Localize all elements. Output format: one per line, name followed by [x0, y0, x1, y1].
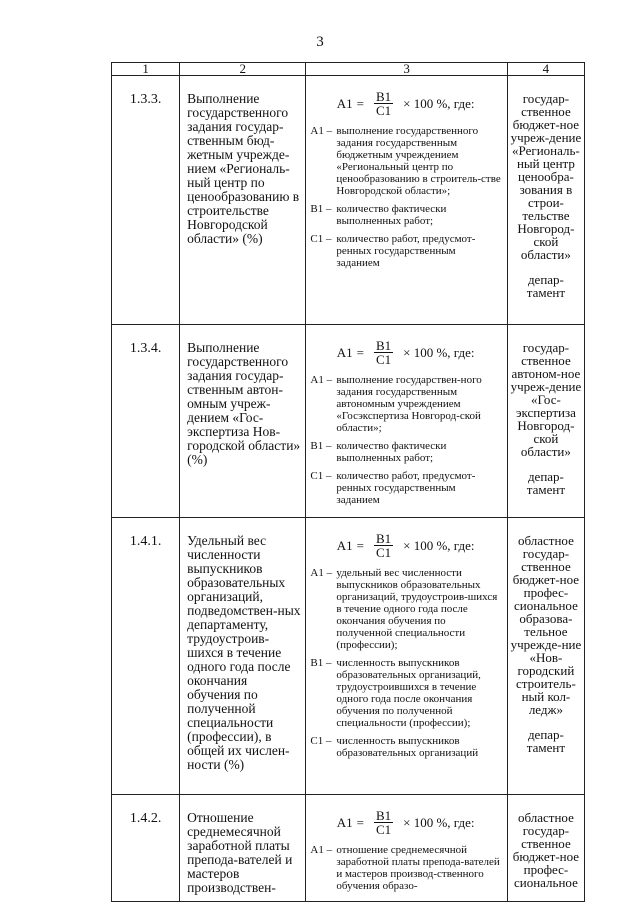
indicator-formula — [306, 518, 507, 795]
formula-rest: × 100 %, где: — [403, 537, 475, 553]
definition-symbol: C1 – — [310, 735, 332, 747]
definition-text: количество фактически выполненных работ; — [336, 203, 447, 227]
formula-rest: × 100 %, где: — [403, 344, 475, 360]
indicators-table — [111, 62, 585, 902]
formula-rest: × 100 %, где: — [403, 814, 475, 830]
indicator-number: 1.4.2. — [112, 795, 180, 902]
header-col-2: 2 — [180, 63, 306, 76]
indicator-formula — [306, 795, 507, 902]
indicator-name: Выполнение государственного задания государ-ственным автон-омным учреж-дением «Гос-экспертиза Нов-городской области» (%) — [180, 325, 306, 518]
definition-symbol: A1 – — [310, 125, 333, 137]
formula-equals: = — [356, 344, 364, 360]
definition-text: выполнение государственного задания государственным бюджетным учреждением «Региональный центр по ценообразованию в строитель-стве Новгородской области»; — [336, 125, 501, 197]
header-col-3: 3 — [306, 63, 507, 76]
organization-name: государ-ственное бюджет-ное учреж-дение «Региональ-ный центр ценообра-зования в строи-тельстве Новгород-ской области» — [510, 91, 582, 262]
definition-text: удельный вес численности выпускников образовательных организаций, трудоустроив-шихся в течение одного года после окончания обучения по полученной специальности (профессии); — [336, 567, 498, 651]
organization-name: областное государ-ственное бюджет-ное профес-сиональное — [512, 810, 580, 890]
formula-numerator: B1 — [375, 531, 392, 546]
indicator-number: 1.3.3. — [112, 76, 180, 325]
definition-symbol: B1 – — [310, 203, 332, 215]
definition-item — [310, 844, 500, 892]
formula-line — [310, 339, 500, 366]
definition-symbol: A1 – — [310, 844, 333, 856]
definition-symbol: C1 – — [310, 470, 332, 482]
responsible-organization — [507, 325, 584, 518]
definition-item — [310, 203, 500, 227]
indicator-formula — [306, 76, 507, 325]
indicator-formula — [306, 325, 507, 518]
definition-item — [310, 440, 500, 464]
table-row — [112, 518, 585, 795]
department-label: депар-тамент — [526, 727, 566, 755]
formula-fraction — [374, 809, 393, 836]
formula-equals: = — [356, 95, 364, 111]
definition-text: численность выпускников образовательных организаций, трудоустроившихся в течение одного года после окончания обучения по полученной специальности (профессии); — [336, 657, 481, 729]
formula-equals: = — [356, 814, 364, 830]
formula-lhs: A1 — [336, 344, 353, 360]
definition-item — [310, 735, 500, 759]
department-label: депар-тамент — [526, 469, 566, 497]
formula-line — [310, 532, 500, 559]
indicator-name: Отношение среднемесячной заработной платы препода-вателей и мастеров производствен- — [180, 795, 306, 902]
formula-fraction — [374, 532, 393, 559]
indicator-number: 1.4.1. — [112, 518, 180, 795]
definition-text: количество работ, предусмот-ренных государственным заданием — [336, 233, 476, 269]
definition-item — [310, 657, 500, 729]
formula-fraction — [374, 339, 393, 366]
definition-text: количество фактически выполненных работ; — [336, 440, 447, 464]
responsible-organization — [507, 518, 584, 795]
formula-equals: = — [356, 537, 364, 553]
formula-fraction — [374, 90, 393, 117]
formula-lhs: A1 — [336, 95, 353, 111]
responsible-organization — [507, 795, 584, 902]
definition-symbol: B1 – — [310, 440, 332, 452]
organization-name: областное государ-ственное бюджет-ное профес-сиональное образова-тельное учрежде-ние «Нов-городский строитель-ный кол-ледж» — [510, 533, 582, 717]
department-label: депар-тамент — [526, 272, 566, 300]
definition-text: выполнение государствен-ного задания государственным автономным учреждением «Госэкспертиза Новгород-ской области»; — [336, 374, 482, 434]
page-number: 3 — [316, 34, 324, 50]
organization-name: государ-ственное автоном-ное учреж-дение «Гос-экспертиза Новгород-ской области» — [510, 340, 582, 459]
responsible-organization — [507, 76, 584, 325]
definition-item — [310, 470, 500, 506]
formula-numerator: B1 — [375, 89, 392, 104]
header-col-4: 4 — [507, 63, 584, 76]
formula-denominator: C1 — [375, 822, 392, 837]
header-col-1: 1 — [112, 63, 180, 76]
formula-lhs: A1 — [336, 814, 353, 830]
formula-numerator: B1 — [375, 808, 392, 823]
formula-denominator: C1 — [375, 352, 392, 367]
definition-item — [310, 374, 500, 434]
formula-denominator: C1 — [375, 545, 392, 560]
definition-symbol: A1 – — [310, 374, 333, 386]
definition-item — [310, 125, 500, 197]
definition-symbol: A1 – — [310, 567, 333, 579]
definition-text: количество работ, предусмот-ренных государственным заданием — [336, 470, 476, 506]
definition-symbol: C1 – — [310, 233, 332, 245]
indicator-name: Выполнение государственного задания государ-ственным бюд-жетным учрежде-нием «Региональ-ный центр по ценообразованию в строительстве Новгородской области» (%) — [180, 76, 306, 325]
table-row — [112, 795, 585, 902]
table-row — [112, 76, 585, 325]
indicator-number: 1.3.4. — [112, 325, 180, 518]
indicator-name: Удельный вес численности выпускников образовательных организаций, подведомствен-ных департаменту, трудоустроив-шихся в течение одного года после окончания обучения по полученной специальности (профессии), в общей их числен-ности (%) — [180, 518, 306, 795]
formula-line — [310, 90, 500, 117]
definition-item — [310, 567, 500, 651]
formula-lhs: A1 — [336, 537, 353, 553]
formula-rest: × 100 %, где: — [403, 95, 475, 111]
definition-symbol: B1 – — [310, 657, 332, 669]
table-header-row — [112, 63, 585, 76]
table-row — [112, 325, 585, 518]
definition-text: численность выпускников образовательных организаций — [336, 735, 479, 759]
formula-line — [310, 809, 500, 836]
definition-item — [310, 233, 500, 269]
definition-text: отношение среднемесячной заработной платы препода-вателей и мастеров производ-ственного обучения образо- — [336, 844, 500, 892]
formula-denominator: C1 — [375, 103, 392, 118]
formula-numerator: B1 — [375, 338, 392, 353]
